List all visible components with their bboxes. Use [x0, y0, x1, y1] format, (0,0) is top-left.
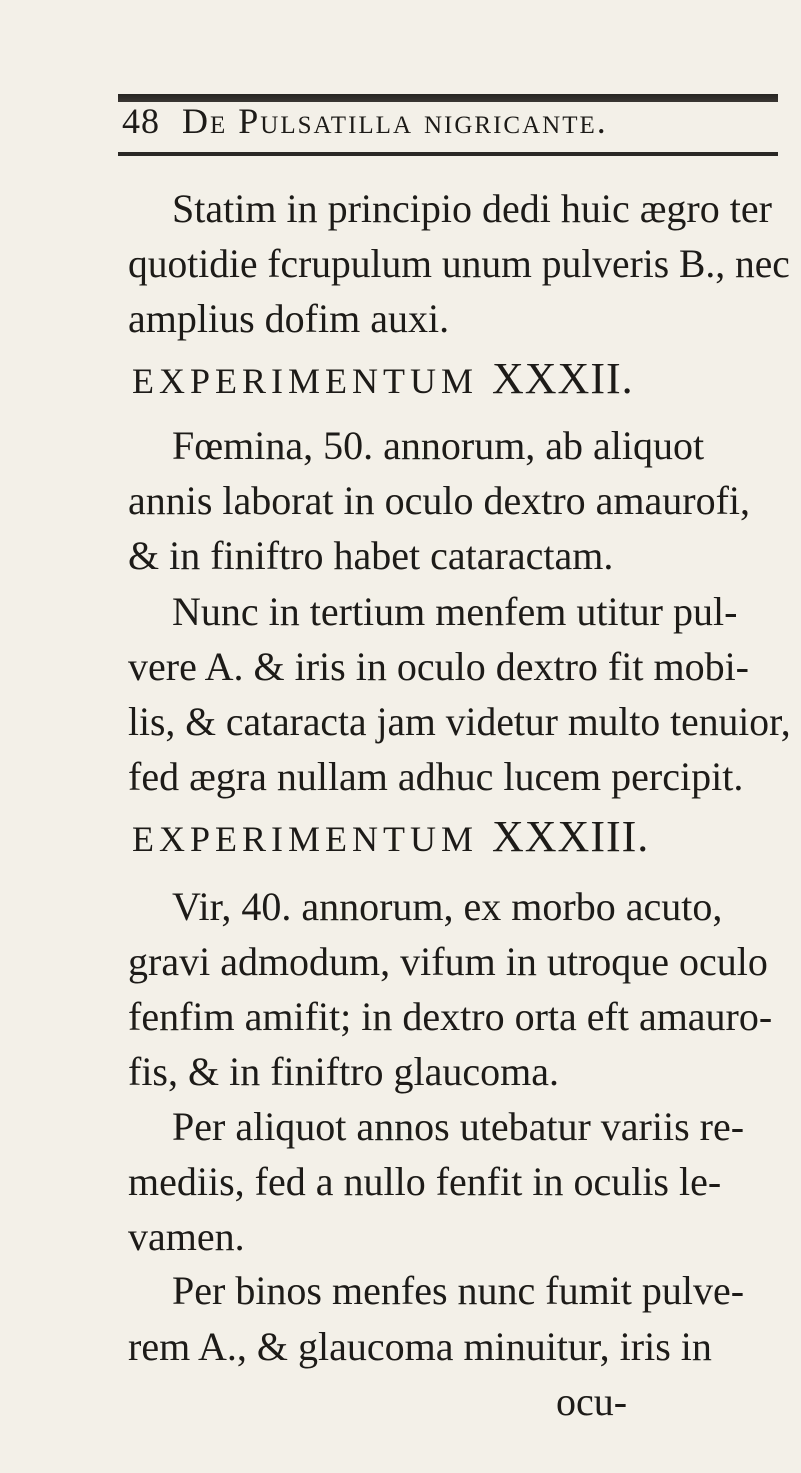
text-line: Nunc in tertium menfem utitur pul- [172, 589, 738, 634]
text-line: mediis, fed a nullo fenfit in oculis le- [128, 1159, 722, 1204]
heading-number: XXXIII. [492, 812, 650, 861]
heading-number: XXXII. [492, 354, 634, 403]
heading-label: EXPERIMENTUM [132, 361, 478, 401]
text-line: lis, & cataracta jam videtur multo tenuior, [128, 699, 791, 744]
text-line: annis laborat in oculo dextro amaurofi, [128, 478, 751, 523]
running-title: De Pulsatilla nigricante. [182, 101, 608, 141]
text-line: quotidie fcrupulum unum pulveris B., nec [128, 241, 790, 286]
header-rule-bottom [118, 152, 778, 156]
page-number: 48 [122, 101, 160, 141]
running-header [122, 100, 772, 156]
text-line: Per aliquot annos utebatur variis re- [172, 1104, 745, 1149]
text-line: fed ægra nullam adhuc lucem percipit. [128, 754, 744, 799]
text-line: Fœmina, 50. annorum, ab aliquot [172, 423, 705, 468]
text-line: & in finiftro habet cataractam. [128, 533, 614, 578]
catchword: ocu- [556, 1379, 628, 1424]
text-line: vere A. & iris in oculo dextro fit mobi- [128, 644, 749, 689]
heading-label: EXPERIMENTUM [132, 819, 478, 859]
text-line: fenfim amifit; in dextro orta eft amauro- [128, 994, 773, 1039]
section-heading [132, 354, 634, 404]
text-line: fis, & in finiftro glaucoma. [128, 1049, 560, 1094]
text-line: Statim in principio dedi huic ægro ter [172, 186, 772, 231]
text-line: amplius dofim auxi. [128, 296, 450, 341]
text-line: gravi admodum, vifum in utroque oculo [128, 939, 768, 984]
text-line: vamen. [128, 1214, 245, 1259]
text-line: rem A., & glaucoma minuitur, iris in [128, 1324, 712, 1369]
text-line: Vir, 40. annorum, ex morbo acuto, [172, 884, 723, 929]
text-line: Per binos menfes nunc fumit pulve- [172, 1268, 745, 1313]
section-heading [132, 812, 649, 862]
